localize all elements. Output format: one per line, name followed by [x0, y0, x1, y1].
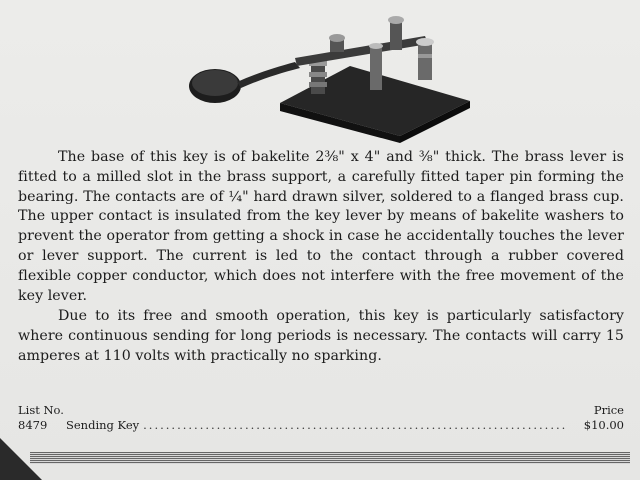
listing-header: [18, 403, 624, 418]
bottom-rule: [30, 452, 630, 464]
description-paragraph: The base of this key is of bakelite 2⅜" x 4" and ⅜" thick. The brass lever is fitted to a milled slot in the brass support, a carefully fitted taper pin forming the bearing. The contacts are of ¼" hard drawn silver, soldered to a flanged brass cup. The upper contact is insulated from the key lever by means of bakelite washers to prevent the operator from getting a shock in case he accidentally touches the lever or lever support. The current is led to the contact through a rubber covered flexible copper conductor, which does not interfere with the free movement of the key lever.: [18, 149, 624, 304]
leader-dots: ...........................................................................: [143, 418, 568, 432]
product-description: [18, 148, 624, 367]
telegraph-key-illustration: [185, 8, 475, 143]
item-name: Sending Key: [66, 418, 140, 432]
page-corner-shadow: [0, 438, 42, 480]
price-listing: [18, 403, 624, 433]
listing-row: [18, 418, 624, 433]
list-number: 8479: [18, 418, 48, 432]
description-paragraph: Due to its free and smooth operation, this key is particularly satisfactory where continuous sending for long periods is necessary. The contacts will carry 15 amperes at 110 volts with practically no sparking.: [18, 308, 624, 364]
item-price: $10.00: [583, 418, 624, 432]
price-header: Price: [593, 403, 624, 417]
list-number-header: List No.: [18, 403, 64, 417]
